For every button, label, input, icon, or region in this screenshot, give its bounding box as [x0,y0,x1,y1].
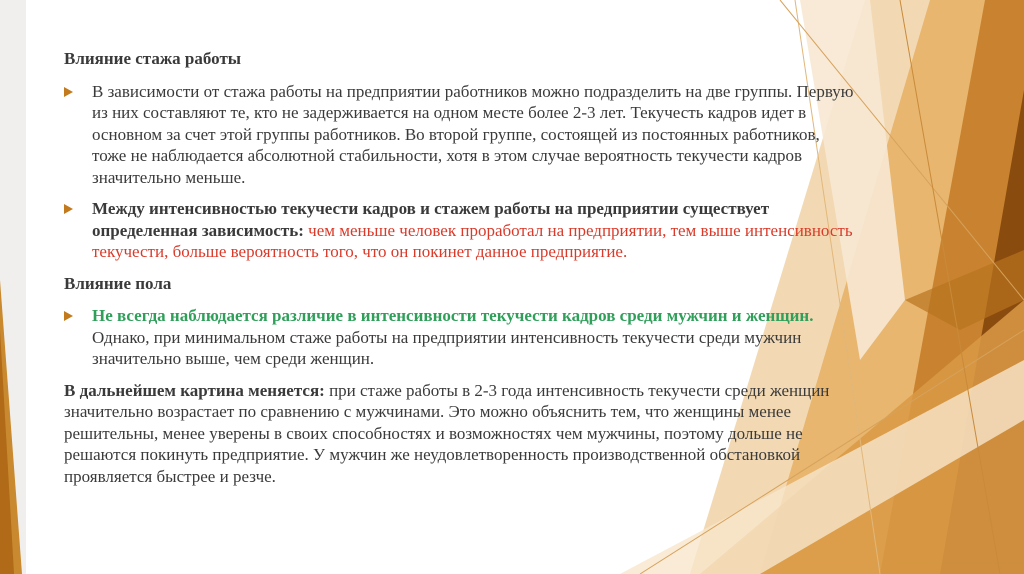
arrow-bullet-icon [64,204,73,214]
arrow-bullet-icon [64,87,73,97]
bullet-experience-groups [64,81,854,189]
slide-content [64,48,854,487]
closing-paragraph [64,380,854,488]
bullet-gender-difference [64,305,854,370]
heading-experience: Влияние стажа работы [64,49,242,68]
bullet-dependence [64,198,854,263]
bullet-bold-text: Между интенсивностью текучести кадров и стажем работы на предприятии существует определенная зависимость: [92,199,770,240]
bullet-text: В зависимости от стажа работы на предприятии работников можно подразделить на две группы. Первую из них составляют те, кто не задерживается на одном месте более 2-3 лет. Текучесть кадров идет в основном за счет этой группы работников. Во второй группе, состоящей из постоянных работников, тоже не наблюдается абсолютной стабильности, хотя в этом случае вероятность текучести кадров значительно меньше. [92,81,854,187]
bullet-green-text: Не всегда наблюдается различие в интенсивности текучести кадров среди мужчин и женщин. [92,306,814,325]
paragraph-text: при стаже работы в 2-3 года интенсивность текучести среди женщин значительно возрастает по сравнению с мужчинами. Это можно объяснить тем, что женщины менее решительны, менее уверены в своих способностях и возможностях чем мужчины, поэтому дольше не решаются покинуть предприятие. У мужчин же неудовлетворенность производственной обстановкой проявляется быстрее и резче. [64,380,830,486]
bullet-text: Однако, при минимальном стаже работы на предприятии интенсивность текучести среди мужчин значительно выше, чем среди женщин. [92,327,802,368]
bullet-red-text: чем меньше человек проработал на предприятии, тем выше интенсивность текучести, больше вероятность того, что он покинет данное предприятие. [92,220,853,261]
heading-gender: Влияние пола [64,273,172,293]
arrow-bullet-icon [64,311,73,321]
paragraph-bold-text: В дальнейшем картина меняется: [64,380,325,400]
